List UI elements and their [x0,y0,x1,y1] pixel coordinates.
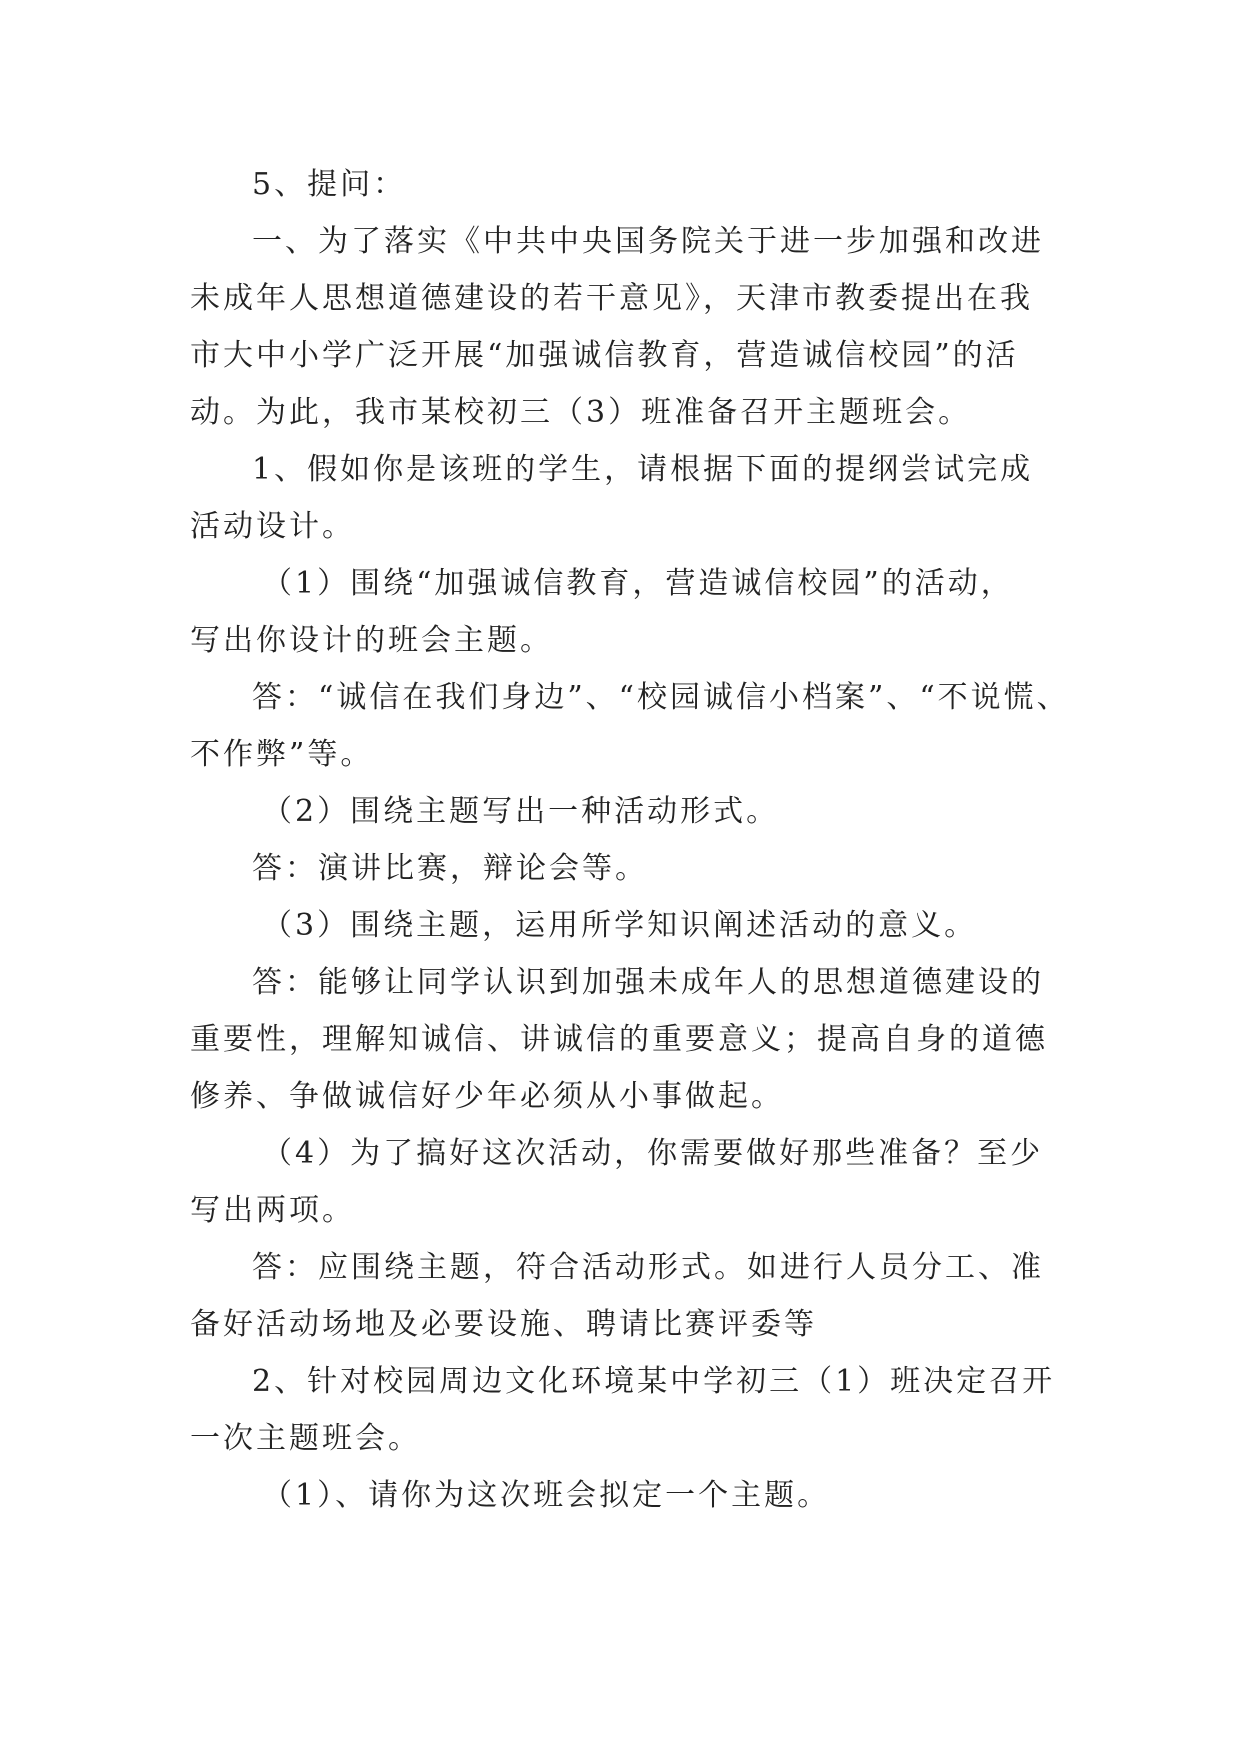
paragraph-line: 动。为此，我市某校初三（3）班准备召开主题班会。 [190,395,972,430]
paragraph-line: 一、为了落实《中共中央国务院关于进一步加强和改进 [252,224,1044,259]
paragraph-line: 未成年人思想道德建设的若干意见》，天津市教委提出在我 [190,281,1033,316]
question-item: （3）围绕主题，运用所学知识阐述活动的意义。 [262,908,978,943]
question-item: （1）、请你为这次班会拟定一个主题。 [262,1478,831,1513]
paragraph-line: 市大中小学广泛开展“加强诚信教育，营造诚信校园”的活 [190,338,1019,373]
question-item: （2）围绕主题写出一种活动形式。 [262,794,780,829]
question-item: （4）为了搞好这次活动，你需要做好那些准备？至少 [262,1136,1044,1171]
answer-line: 答：能够让同学认识到加强未成年人的思想道德建设的 [252,965,1044,1000]
answer-line: 答：演讲比赛，辩论会等。 [252,851,648,886]
answer-line: 不作弊”等。 [190,737,374,772]
answer-line: 答：“诚信在我们身边”、“校园诚信小档案”、“不说慌、 [252,680,1070,715]
answer-line: 答：应围绕主题，符合活动形式。如进行人员分工、准 [252,1250,1044,1285]
answer-line: 修养、争做诚信好少年必须从小事做起。 [190,1079,784,1114]
paragraph-line: 2、针对校园周边文化环境某中学初三（1）班决定召开 [252,1364,1056,1399]
paragraph-line: 活动设计。 [190,509,355,544]
paragraph-line: 1、假如你是该班的学生，请根据下面的提纲尝试完成 [252,452,1034,487]
answer-line: 备好活动场地及必要设施、聘请比赛评委等 [190,1307,817,1342]
paragraph-line: 一次主题班会。 [190,1421,421,1456]
paragraph-line: 写出两项。 [190,1193,355,1228]
answer-line: 重要性，理解知诚信、讲诚信的重要意义；提高自身的道德 [190,1022,1048,1057]
heading-question-5: 5、提问： [252,167,407,202]
paragraph-line: 写出你设计的班会主题。 [190,623,553,658]
question-item: （1）围绕“加强诚信教育，营造诚信校园”的活动， [262,566,1014,601]
